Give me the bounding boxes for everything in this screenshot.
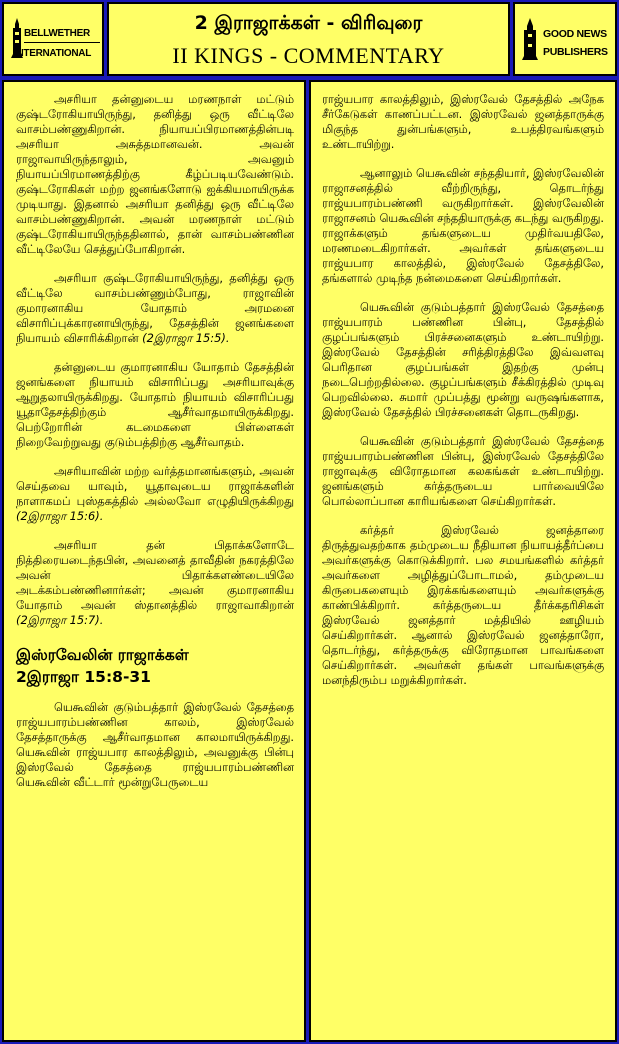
logo-right-line2: PUBLISHERS	[543, 46, 608, 58]
paragraph: யெகூவின் குடும்பத்தார் இஸ்ரவேல் தேசத்தை ராஜ்யபாரம்பண்ணின பின்பு, இஸ்ரவேல் தேசத்திலே ராஜாவுக்கு விரோதமான கலகங்கள் உண்டாயிற்று. ஜனங்களும் கர்த்தருடைய பார்வையிலே பொல்லாப்பான காரியங்களை செய்கிறார்கள்.	[322, 434, 604, 508]
scripture-reference: (2இராஜா 15:7).	[16, 613, 104, 627]
section-heading: இஸ்ரவேலின் ராஜாக்கள் 2இராஜா 15:8-31	[16, 646, 189, 686]
paragraph: கர்த்தர் இஸ்ரவேல் ஜனத்தாரை திருத்துவதற்காக தம்முடைய நீதியான நியாயத்தீர்ப்பை அவர்களுக்கு கொடுக்கிறார். பல சமயங்களில் கர்த்தர் அவர்களை அழித்துப்போடாமல், தம்முடைய கிருபைகளையும் இரக்கங்களையும் அவர்களுக்கு காண்பிக்கிறார். கர்த்தருடைய தீர்க்கதரிசிகள் இஸ்ரவேல் ஜனத்தார் மத்தியில் ஊழியம் செய்கிறார்கள். ஆனால் இஸ்ரவேல் ஜனத்தாரோ, தொடர்ந்து, கர்த்தருக்கு விரோதமான பாவங்களை செய்கிறார்கள். அவர்கள் தங்கள் பாவங்களுக்கு மனந்திரும்ப மறுக்கிறார்கள்.	[322, 523, 604, 687]
paragraph: ஆனாலும் யெகூவின் சந்ததியார், இஸ்ரவேலின் ராஜாசனத்தில் வீற்றிருந்து, தொடர்ந்து ராஜ்யபாரம்பண்ணி வருகிறார்கள். இஸ்ரவேலின் ராஜாசனம் யெகூவின் சந்ததியாருக்கு கடந்து வருகிறது. ராஜாக்களும் தங்களுடைய முதிர்வயதிலே, மரணமடைகிறார்கள். அவர்கள் தங்களுடைய ராஜ்யபார காலத்தில், இஸ்ரவேல் தேசத்திலே, தங்களால் முடிந்த நன்மைகளை செய்கிறார்கள்.	[322, 166, 604, 285]
paragraph: அசரியா குஷ்டரோகியாயிருந்து, தனித்து ஒரு வீட்டிலே வாசம்பண்ணும்போது, ராஜாவின் குமாரனாகிய யோதாம் அரமனை விசாரிப்புக்காரனாயிருந்து, தேசத்தின் ஜனங்களை நியாயம் விசாரிக்கிறான் (2இராஜா 15:5).	[16, 271, 294, 345]
title-tamil: 2 இராஜாக்கள் - விரிவுரை	[194, 12, 423, 34]
title-panel	[107, 2, 510, 76]
paragraph: அசரியாவின் மற்ற வர்த்தமானங்களும், அவன் செய்தவை யாவும், யூதாவுடைய ராஜாக்களின் நாளாகமப் புஸ்தகத்தில் அல்லவோ எழுதியிருக்கிறது (2இராஜா 15:6).	[16, 464, 294, 523]
paragraph: அசரியா தன்னுடைய மரணநாள் மட்டும் குஷ்டரோகியாயிருந்து, தனித்து ஒரு வீட்டிலே வாசம்பண்ணுகிறான். நியாயப்பிரமாணத்தின்படி அசரியா அசுத்தமானவன். அவன் ராஜாவாயிருந்தாலும், அவனும் நியாயப்பிரமாணத்திற்கு கீழ்ப்படியவேண்டும். குஷ்டரோகிகள் மற்ற ஜனங்களோடு ஐக்கியமாயிருக்க முடியாது. இதனால் அசரியா தனித்து ஒரு வீட்டிலே வாசம்பண்ணுகிறான். அவன் மரணநாள் மட்டும் குஷ்டரோகியாயிருந்ததினால், தான் வாசம்பண்ணின வீட்டிலேயே செத்துப்போகிறான்.	[16, 92, 294, 256]
logo-left-line2: INTERNATIONAL	[14, 48, 92, 59]
scripture-reference: (2இராஜா 15:5).	[142, 331, 230, 345]
title-english: II KINGS - COMMENTARY	[172, 43, 445, 68]
scripture-reference: (2இராஜா 15:6).	[16, 509, 104, 523]
paragraph: யெகூவின் குடும்பத்தார் இஸ்ரவேல் தேசத்தை ராஜ்யபாரம்பண்ணின காலம், இஸ்ரவேல் தேசத்தாருக்கு ஆசீர்வாதமான காலமாயிருக்கிறது. யெகூவின் ராஜ்யபார காலத்திலும், அவனுக்கு பின்பு இஸ்ரவேல் தேசத்தை ராஜ்யபாரம்பண்ணின யெகூவின் வீட்டார் மூன்றுபேருடைய	[16, 700, 294, 789]
logo-left-line1: BELLWETHER	[24, 28, 90, 39]
logo-right-line1: GOOD NEWS	[543, 28, 607, 40]
paragraph: தன்னுடைய குமாரனாகிய யோதாம் தேசத்தின் ஜனங்களை நியாயம் விசாரிப்பது அசரியாவுக்கு ஆறுதலாயிருக்கிறது. யோதாம் நியாயம் விசாரிப்பது யூதாதேசத்திற்கும் ஆசீர்வாதமாயிருக்கிறது. பெற்றோரின் கடமைகளை பிள்ளைகள் நிறைவேற்றுவது குடும்பத்திற்கு ஆசீர்வாதம்.	[16, 360, 294, 449]
bellwether-logo	[2, 2, 104, 76]
logo-left-rule	[24, 42, 100, 43]
left-column	[2, 80, 306, 1042]
paragraph: ராஜ்யபார காலத்திலும், இஸ்ரவேல் தேசத்தில் அநேக சீர்கேடுகள் காணப்பட்டன. இஸ்ரவேல் ஜனத்தாருக்கு மிகுந்த துன்பங்களும், உபத்திரவங்களும் உண்டாயிற்று.	[322, 92, 604, 151]
paragraph: அசரியா தன் பிதாக்களோடே நித்திரையடைந்தபின், அவனைத் தாவீதின் நகரத்திலே அவன் பிதாக்களண்டையிலே அடக்கம்பண்ணினார்கள்; அவன் குமாரனாகிய யோதாம் அவன் ஸ்தானத்தில் ராஜாவாகிறான் (2இராஜா 15:7).	[16, 538, 294, 627]
good-news-logo	[513, 2, 617, 76]
tower-icon	[521, 18, 539, 60]
right-column	[309, 80, 617, 1042]
paragraph: யெகூவின் குடும்பத்தார் இஸ்ரவேல் தேசத்தை ராஜ்யபாரம் பண்ணின பின்பு, தேசத்தில் குழப்பங்களும் பிரச்சனைகளும் உண்டாயிற்று. இஸ்ரவேல் தேசத்தின் சரித்திரத்திலே இவ்வளவு பெரிதான குழப்பங்கள் இதற்கு முன்பு நடைபெற்றதில்லை. குழப்பங்களும் சீக்கிரத்தில் முடிவு பெறவில்லை. சுமார் முப்பத்து மூன்று வருஷங்களாக, இஸ்ரவேல் தேசத்தில் பிரச்சனைகள் தொடருகிறது.	[322, 300, 604, 419]
